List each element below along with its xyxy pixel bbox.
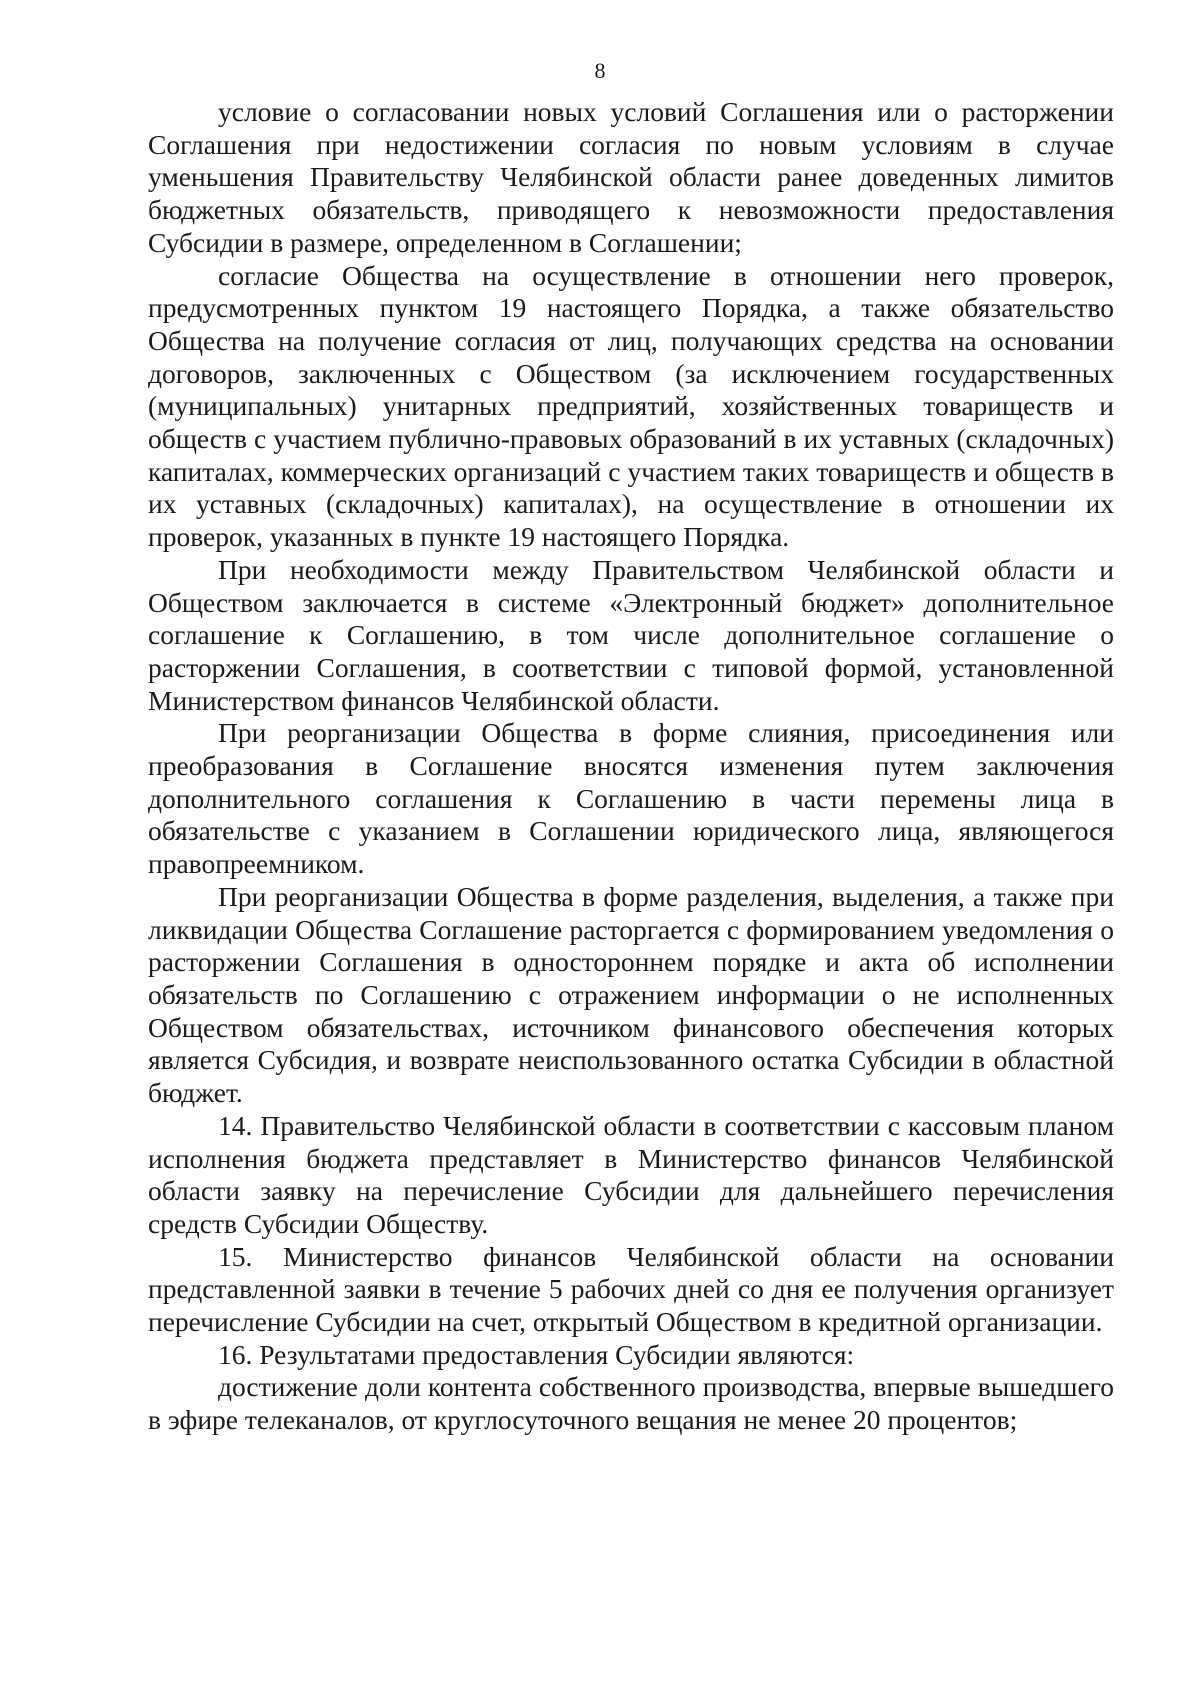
- paragraph-reorganization-division: При реорганизации Общества в форме разделения, выделения, а также при ликвидации Общества Соглашение расторгается с формированием уведомления о расторжении Соглашения в одностороннем порядке и акта об исполнении обязательств по Соглашению с отражением информации о не исполненных Обществом обязательствах, источником финансового обеспечения которых является Субсидия, и возврате неиспользованного остатка Субсидии в областной бюджет.: [148, 880, 1114, 1109]
- page-number: 8: [594, 58, 606, 83]
- paragraph-agreement-conditions: условие о согласовании новых условий Соглашения или о расторжении Соглашения при недостижении согласия по новым условиям в случае уменьшения Правительству Челябинской области ранее доведенных лимитов бюджетных обязательств, приводящего к невозможности предоставления Субсидии в размере, определенном в Соглашении;: [148, 96, 1114, 258]
- paragraph-consent-inspections: согласие Общества на осуществление в отношении него проверок, предусмотренных пунктом 19 настоящего Порядка, а также обязательство Общества на получение согласия от лиц, получающих средства на основании договоров, заключенных с Обществом (за исключением государственных (муниципальных) унитарных предприятий, хозяйственных товариществ и обществ с участием публично-правовых образований в их уставных (складочных) капиталах, коммерческих организаций с участием таких товариществ и обществ в их уставных (складочных) капиталах), на осуществление в отношении их проверок, указанных в пункте 19 настоящего Порядка.: [148, 259, 1114, 553]
- paragraph-additional-agreement: При необходимости между Правительством Челябинской области и Обществом заключается в системе «Электронный бюджет» дополнительное соглашение к Соглашению, в том числе дополнительное соглашение о расторжении Соглашения, в соответствии с типовой формой, установленной Министерством финансов Челябинской области.: [148, 553, 1114, 716]
- document-body: [148, 96, 1114, 1437]
- paragraph-item-15: 15. Министерство финансов Челябинской области на основании представленной заявки в течение 5 рабочих дней со дня ее получения организует перечисление Субсидии на счет, открытый Обществом в кредитной организации.: [148, 1240, 1114, 1338]
- paragraph-item-16: 16. Результатами предоставления Субсидии являются:: [218, 1338, 855, 1370]
- paragraph-reorganization-merger: При реорганизации Общества в форме слияния, присоединения или преобразования в Соглашение вносятся изменения путем заключения дополнительного соглашения к Соглашению в части перемены лица в обязательстве с указанием в Соглашении юридического лица, являющегося правопреемником.: [148, 717, 1114, 880]
- paragraph-item-14: 14. Правительство Челябинской области в соответствии с кассовым планом исполнения бюджета представляет в Министерство финансов Челябинской области заявку на перечисление Субсидии для дальнейшего перечисления средств Субсидии Обществу.: [148, 1109, 1114, 1239]
- paragraph-result-content-share: достижение доли контента собственного производства, впервые вышедшего в эфире телеканалов, от круглосуточного вещания не менее 20 процентов;: [148, 1371, 1114, 1436]
